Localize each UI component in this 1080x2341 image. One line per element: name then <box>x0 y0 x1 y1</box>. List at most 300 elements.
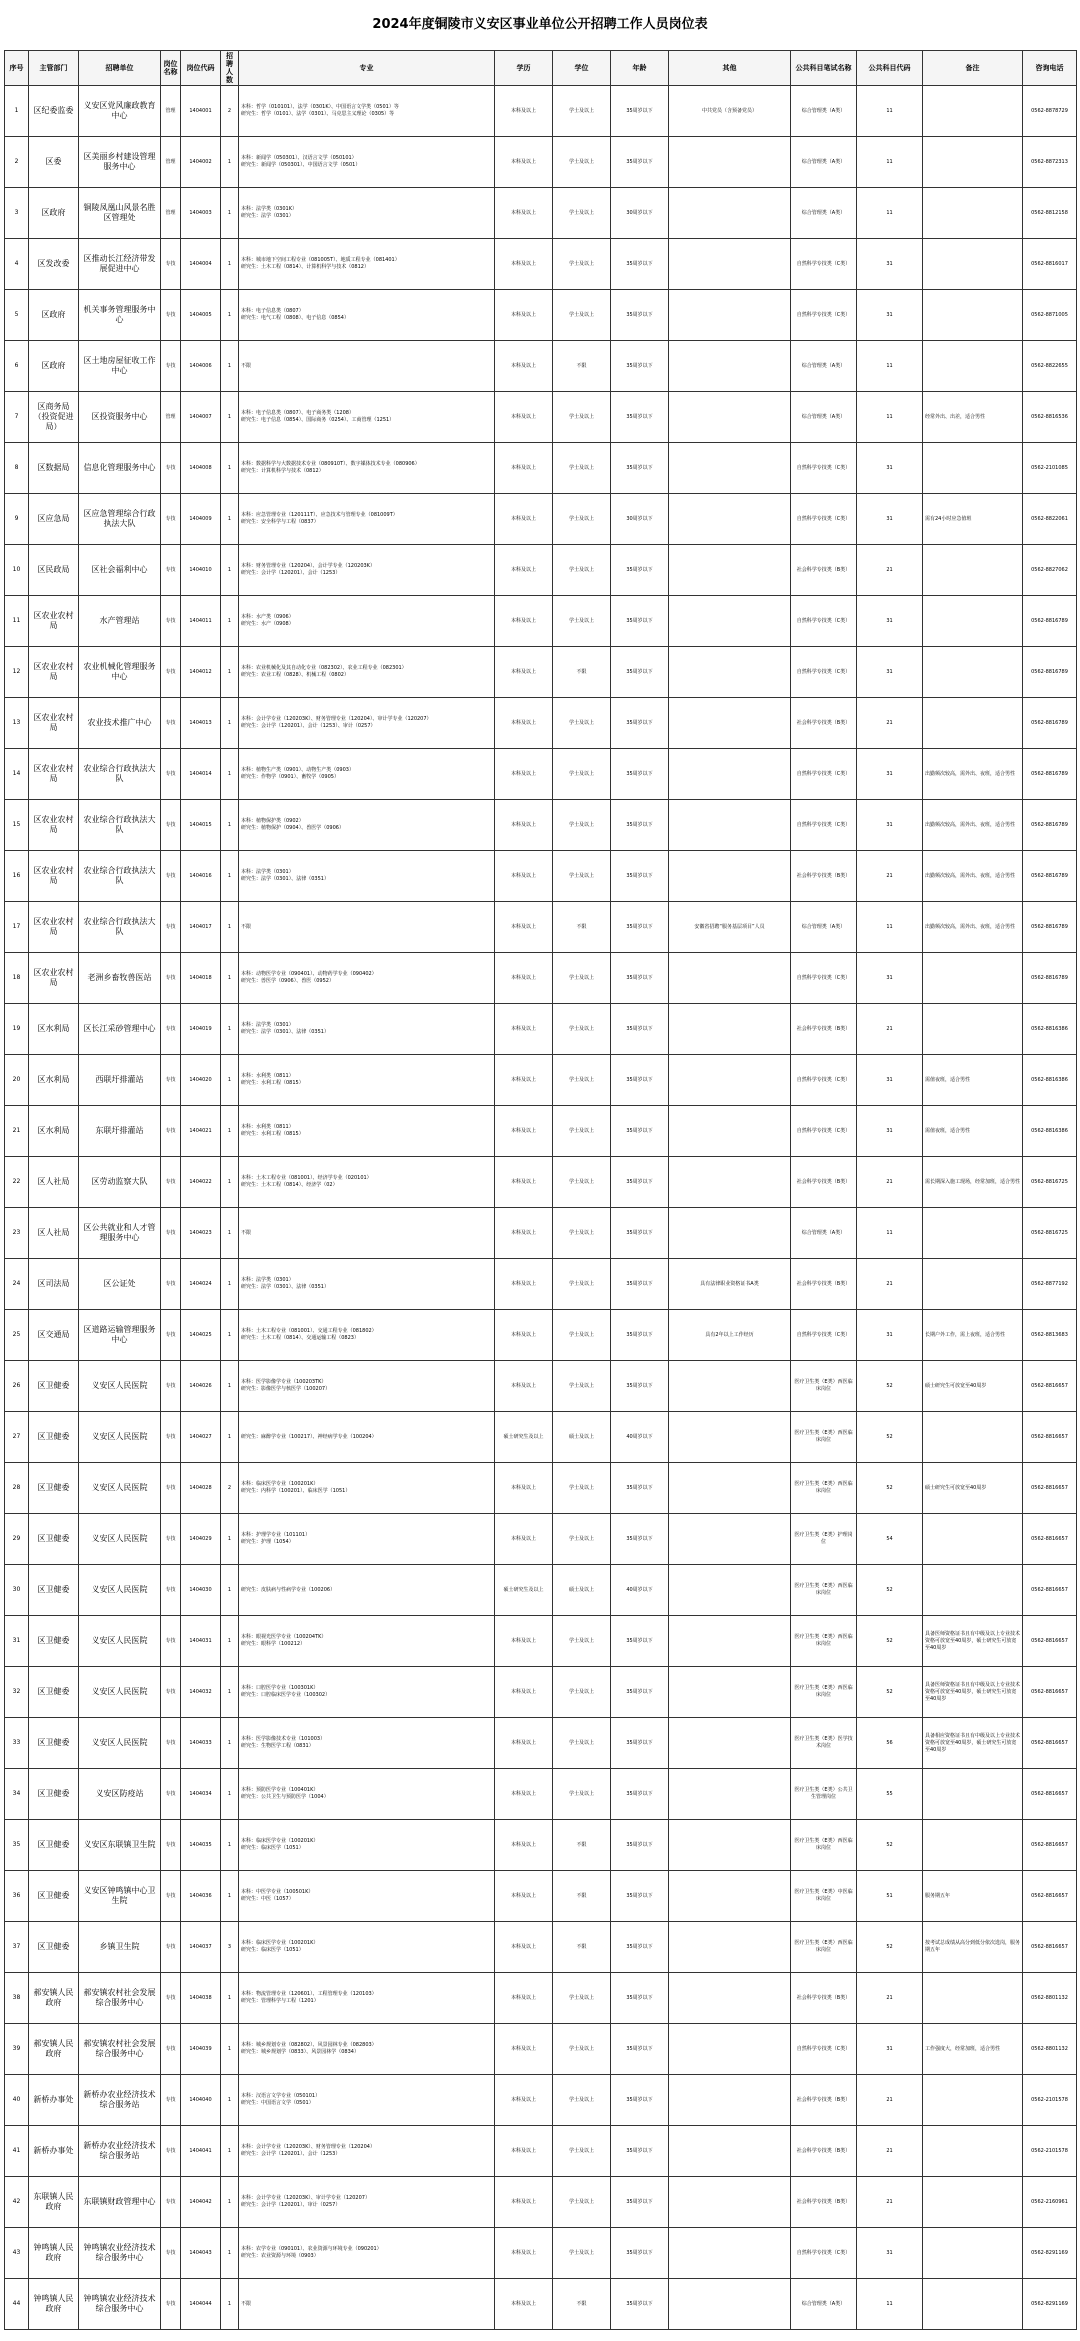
department-cell: 郝安镇人民政府 <box>29 2024 79 2075</box>
table-row <box>5 698 1077 749</box>
row-number: 10 <box>5 545 29 596</box>
position-code-cell: 1404016 <box>181 851 221 902</box>
major-cell: 本科：汉语言文学专业（050101） 研究生：中国语言文学（0501） <box>239 2075 495 2126</box>
position-type-cell: 专技 <box>161 800 181 851</box>
headcount-cell: 1 <box>221 749 239 800</box>
degree-cell: 学士及以上 <box>553 1208 611 1259</box>
remarks-cell <box>923 1769 1023 1820</box>
major-cell: 本科：水产类（0906） 研究生：水产（0908） <box>239 596 495 647</box>
remarks-cell: 硕士研究生可放宽至40周岁 <box>923 1463 1023 1514</box>
row-number: 43 <box>5 2228 29 2279</box>
position-code-cell: 1404001 <box>181 86 221 137</box>
table-row <box>5 1667 1077 1718</box>
phone-cell: 0562-8871005 <box>1023 290 1077 341</box>
education-cell: 本科及以上 <box>495 1055 553 1106</box>
major-cell: 本科：动物医学专业（090401）、动物药学专业（090402） 研究生：兽医学（0906）、兽医（0952） <box>239 953 495 1004</box>
age-cell: 30周岁以下 <box>611 494 669 545</box>
education-cell: 本科及以上 <box>495 698 553 749</box>
other-requirements-cell <box>669 1361 791 1412</box>
exam-subject-cell: 医疗卫生类（E类）西医临床岗位 <box>791 1565 857 1616</box>
exam-subject-cell: 社会科学专技类（B类） <box>791 1973 857 2024</box>
degree-cell: 学士及以上 <box>553 1769 611 1820</box>
column-header: 咨询电话 <box>1023 51 1077 86</box>
phone-cell: 0562-8816657 <box>1023 1922 1077 1973</box>
phone-cell: 0562-2101085 <box>1023 443 1077 494</box>
phone-cell: 0562-8816657 <box>1023 1718 1077 1769</box>
position-code-cell: 1404020 <box>181 1055 221 1106</box>
other-requirements-cell <box>669 749 791 800</box>
education-cell: 本科及以上 <box>495 749 553 800</box>
position-type-cell: 专技 <box>161 2177 181 2228</box>
other-requirements-cell <box>669 392 791 443</box>
other-requirements-cell <box>669 341 791 392</box>
major-cell: 本科：临床医学专业（100201K） 研究生：临床医学（1051） <box>239 1922 495 1973</box>
unit-cell: 信息化管理服务中心 <box>79 443 161 494</box>
age-cell: 35周岁以下 <box>611 953 669 1004</box>
headcount-cell: 1 <box>221 953 239 1004</box>
phone-cell: 0562-8816657 <box>1023 1361 1077 1412</box>
major-cell: 本科：土木工程专业（081001）、交通工程专业（081802） 研究生：土木工程（0814）、交通运输工程（0823） <box>239 1310 495 1361</box>
headcount-cell: 1 <box>221 545 239 596</box>
age-cell: 35周岁以下 <box>611 647 669 698</box>
headcount-cell: 1 <box>221 443 239 494</box>
phone-cell: 0562-8816789 <box>1023 749 1077 800</box>
position-code-cell: 1404006 <box>181 341 221 392</box>
position-code-cell: 1404018 <box>181 953 221 1004</box>
phone-cell: 0562-8816657 <box>1023 1565 1077 1616</box>
age-cell: 35周岁以下 <box>611 1157 669 1208</box>
exam-subject-cell: 社会科学专技类（B类） <box>791 2177 857 2228</box>
row-number: 12 <box>5 647 29 698</box>
phone-cell: 0562-8816657 <box>1023 1463 1077 1514</box>
remarks-cell <box>923 2228 1023 2279</box>
major-cell: 本科：临床医学专业（100201K） 研究生：内科学（100201）、临床医学（1051） <box>239 1463 495 1514</box>
exam-code-cell: 31 <box>857 443 923 494</box>
education-cell: 本科及以上 <box>495 1259 553 1310</box>
major-cell: 本科：财务管理专业（120204）、会计学专业（120203K） 研究生：会计学（120201）、会计（1253） <box>239 545 495 596</box>
headcount-cell: 1 <box>221 1667 239 1718</box>
row-number: 38 <box>5 1973 29 2024</box>
phone-cell: 0562-8816725 <box>1023 1157 1077 1208</box>
major-cell: 本科：法学类（0301） 研究生：法学（0301）、法律（0351） <box>239 1004 495 1055</box>
unit-cell: 义安区人民医院 <box>79 1565 161 1616</box>
row-number: 18 <box>5 953 29 1004</box>
department-cell: 区司法局 <box>29 1259 79 1310</box>
education-cell: 本科及以上 <box>495 2075 553 2126</box>
exam-code-cell: 52 <box>857 1820 923 1871</box>
column-header: 招聘单位 <box>79 51 161 86</box>
exam-code-cell: 31 <box>857 1055 923 1106</box>
major-cell: 本科：会计学专业（120203K）、财务管理专业（120204）、审计学专业（120207） 研究生：会计学（120201）、会计（1253）、审计（0257） <box>239 698 495 749</box>
unit-cell: 区公共就业和人才管理服务中心 <box>79 1208 161 1259</box>
position-code-cell: 1404007 <box>181 392 221 443</box>
education-cell: 本科及以上 <box>495 1514 553 1565</box>
unit-cell: 乡镇卫生院 <box>79 1922 161 1973</box>
department-cell: 区水利局 <box>29 1055 79 1106</box>
position-code-cell: 1404025 <box>181 1310 221 1361</box>
other-requirements-cell <box>669 239 791 290</box>
table-row <box>5 1412 1077 1463</box>
department-cell: 区交通局 <box>29 1310 79 1361</box>
position-code-cell: 1404021 <box>181 1106 221 1157</box>
row-number: 23 <box>5 1208 29 1259</box>
department-cell: 新桥办事处 <box>29 2075 79 2126</box>
row-number: 35 <box>5 1820 29 1871</box>
major-cell: 研究生：麻醉学专业（100217）、神经病学专业（100204） <box>239 1412 495 1463</box>
department-cell: 区卫健委 <box>29 1361 79 1412</box>
other-requirements-cell <box>669 137 791 188</box>
unit-cell: 新桥办农业经济技术综合服务站 <box>79 2075 161 2126</box>
position-code-cell: 1404019 <box>181 1004 221 1055</box>
exam-subject-cell: 医疗卫生类（E类）西医临床岗位 <box>791 1922 857 1973</box>
degree-cell: 学士及以上 <box>553 851 611 902</box>
other-requirements-cell <box>669 1922 791 1973</box>
degree-cell: 学士及以上 <box>553 1106 611 1157</box>
exam-subject-cell: 自然科学专技类（C类） <box>791 2024 857 2075</box>
department-cell: 区民政局 <box>29 545 79 596</box>
table-row <box>5 494 1077 545</box>
department-cell: 区卫健委 <box>29 1463 79 1514</box>
education-cell: 本科及以上 <box>495 1616 553 1667</box>
position-type-cell: 专技 <box>161 494 181 545</box>
phone-cell: 0562-8816657 <box>1023 1667 1077 1718</box>
row-number: 13 <box>5 698 29 749</box>
exam-subject-cell: 综合管理类（A类） <box>791 341 857 392</box>
headcount-cell: 1 <box>221 1208 239 1259</box>
other-requirements-cell <box>669 800 791 851</box>
position-type-cell: 专技 <box>161 1310 181 1361</box>
department-cell: 区农业农村局 <box>29 902 79 953</box>
degree-cell: 学士及以上 <box>553 1004 611 1055</box>
age-cell: 35周岁以下 <box>611 851 669 902</box>
exam-subject-cell: 医疗卫生类（E类）西医临床岗位 <box>791 1667 857 1718</box>
table-row <box>5 2075 1077 2126</box>
headcount-cell: 1 <box>221 2024 239 2075</box>
column-header: 序号 <box>5 51 29 86</box>
major-cell: 不限 <box>239 341 495 392</box>
major-cell: 本科：医学影像技术专业（101003） 研究生：生物医学工程（0831） <box>239 1718 495 1769</box>
table-body <box>5 86 1077 2330</box>
department-cell: 区水利局 <box>29 1106 79 1157</box>
remarks-cell <box>923 188 1023 239</box>
degree-cell: 学士及以上 <box>553 137 611 188</box>
remarks-cell <box>923 1259 1023 1310</box>
age-cell: 35周岁以下 <box>611 1820 669 1871</box>
remarks-cell: 出勤频次较高，需外出、夜班，适合男性 <box>923 800 1023 851</box>
headcount-cell: 1 <box>221 1412 239 1463</box>
department-cell: 区人社局 <box>29 1208 79 1259</box>
exam-code-cell: 21 <box>857 698 923 749</box>
column-header: 岗位代码 <box>181 51 221 86</box>
exam-code-cell: 21 <box>857 1259 923 1310</box>
major-cell: 本科：会计学专业（120203K）、审计学专业（120207） 研究生：会计学（120201）、审计（0257） <box>239 2177 495 2228</box>
department-cell: 钟鸣镇人民政府 <box>29 2228 79 2279</box>
unit-cell: 义安区人民医院 <box>79 1463 161 1514</box>
unit-cell: 义安区防疫站 <box>79 1769 161 1820</box>
remarks-cell: 按考试总成绩从高分到低分依次选岗，服务期五年 <box>923 1922 1023 1973</box>
other-requirements-cell <box>669 953 791 1004</box>
position-type-cell: 专技 <box>161 239 181 290</box>
department-cell: 区数据局 <box>29 443 79 494</box>
phone-cell: 0562-8877192 <box>1023 1259 1077 1310</box>
headcount-cell: 1 <box>221 1514 239 1565</box>
remarks-cell <box>923 2126 1023 2177</box>
degree-cell: 学士及以上 <box>553 2126 611 2177</box>
row-number: 29 <box>5 1514 29 1565</box>
position-type-cell: 管理 <box>161 137 181 188</box>
exam-subject-cell: 医疗卫生类（E类）中医临床岗位 <box>791 1871 857 1922</box>
position-code-cell: 1404038 <box>181 1973 221 2024</box>
headcount-cell: 1 <box>221 2279 239 2330</box>
phone-cell: 0562-8801132 <box>1023 1973 1077 2024</box>
exam-subject-cell: 自然科学专技类（C类） <box>791 1310 857 1361</box>
position-code-cell: 1404010 <box>181 545 221 596</box>
table-row <box>5 1565 1077 1616</box>
remarks-cell: 具备相应资格证书且有中级及以上专业技术资格可放宽至40周岁，硕士研究生可放宽至40周岁 <box>923 1718 1023 1769</box>
education-cell: 本科及以上 <box>495 2177 553 2228</box>
other-requirements-cell <box>669 2279 791 2330</box>
degree-cell: 学士及以上 <box>553 494 611 545</box>
position-type-cell: 专技 <box>161 1463 181 1514</box>
column-header: 公共科目笔试名称 <box>791 51 857 86</box>
position-type-cell: 专技 <box>161 2024 181 2075</box>
row-number: 21 <box>5 1106 29 1157</box>
remarks-cell: 硕士研究生可放宽至40周岁 <box>923 1361 1023 1412</box>
age-cell: 35周岁以下 <box>611 1310 669 1361</box>
exam-subject-cell: 自然科学专技类（C类） <box>791 239 857 290</box>
phone-cell: 0562-8801132 <box>1023 2024 1077 2075</box>
exam-subject-cell: 社会科学专技类（B类） <box>791 1157 857 1208</box>
age-cell: 40周岁以下 <box>611 1565 669 1616</box>
other-requirements-cell <box>669 1004 791 1055</box>
department-cell: 区委 <box>29 137 79 188</box>
department-cell: 区商务局（投资促进局） <box>29 392 79 443</box>
education-cell: 本科及以上 <box>495 1973 553 2024</box>
education-cell: 本科及以上 <box>495 2228 553 2279</box>
position-code-cell: 1404040 <box>181 2075 221 2126</box>
position-type-cell: 专技 <box>161 1616 181 1667</box>
exam-code-cell: 11 <box>857 902 923 953</box>
table-row <box>5 341 1077 392</box>
education-cell: 本科及以上 <box>495 902 553 953</box>
degree-cell: 学士及以上 <box>553 953 611 1004</box>
headcount-cell: 1 <box>221 1973 239 2024</box>
remarks-cell <box>923 2177 1023 2228</box>
other-requirements-cell <box>669 1973 791 2024</box>
headcount-cell: 1 <box>221 1820 239 1871</box>
degree-cell: 学士及以上 <box>553 1973 611 2024</box>
exam-code-cell: 31 <box>857 1106 923 1157</box>
unit-cell: 农业综合行政执法大队 <box>79 749 161 800</box>
phone-cell: 0562-8878729 <box>1023 86 1077 137</box>
headcount-cell: 2 <box>221 86 239 137</box>
other-requirements-cell: 具有法律职业资格证书A类 <box>669 1259 791 1310</box>
table-row <box>5 1514 1077 1565</box>
position-type-cell: 管理 <box>161 86 181 137</box>
unit-cell: 区长江采砂管理中心 <box>79 1004 161 1055</box>
column-header: 年龄 <box>611 51 669 86</box>
row-number: 24 <box>5 1259 29 1310</box>
remarks-cell <box>923 2279 1023 2330</box>
exam-subject-cell: 自然科学专技类（C类） <box>791 1106 857 1157</box>
exam-subject-cell: 医疗卫生类（E类）西医临床岗位 <box>791 1820 857 1871</box>
degree-cell: 学士及以上 <box>553 188 611 239</box>
row-number: 28 <box>5 1463 29 1514</box>
phone-cell: 0562-8812158 <box>1023 188 1077 239</box>
row-number: 19 <box>5 1004 29 1055</box>
position-type-cell: 专技 <box>161 1973 181 2024</box>
exam-subject-cell: 综合管理类（A类） <box>791 392 857 443</box>
unit-cell: 西联圩排灌站 <box>79 1055 161 1106</box>
education-cell: 本科及以上 <box>495 1157 553 1208</box>
phone-cell: 0562-8816789 <box>1023 902 1077 953</box>
position-code-cell: 1404037 <box>181 1922 221 1973</box>
position-code-cell: 1404013 <box>181 698 221 749</box>
exam-code-cell: 11 <box>857 137 923 188</box>
degree-cell: 学士及以上 <box>553 1667 611 1718</box>
exam-code-cell: 21 <box>857 1157 923 1208</box>
remarks-cell <box>923 86 1023 137</box>
position-type-cell: 专技 <box>161 545 181 596</box>
exam-code-cell: 31 <box>857 953 923 1004</box>
position-type-cell: 专技 <box>161 1208 181 1259</box>
other-requirements-cell <box>669 1157 791 1208</box>
age-cell: 35周岁以下 <box>611 1055 669 1106</box>
age-cell: 35周岁以下 <box>611 1616 669 1667</box>
phone-cell: 0562-8816657 <box>1023 1616 1077 1667</box>
other-requirements-cell <box>669 545 791 596</box>
education-cell: 本科及以上 <box>495 392 553 443</box>
age-cell: 35周岁以下 <box>611 1004 669 1055</box>
age-cell: 35周岁以下 <box>611 698 669 749</box>
remarks-cell: 需值夜班，适合男性 <box>923 1106 1023 1157</box>
headcount-cell: 1 <box>221 290 239 341</box>
degree-cell: 学士及以上 <box>553 1157 611 1208</box>
age-cell: 35周岁以下 <box>611 2126 669 2177</box>
table-row <box>5 2126 1077 2177</box>
degree-cell: 学士及以上 <box>553 290 611 341</box>
table-row <box>5 1616 1077 1667</box>
table-row <box>5 749 1077 800</box>
exam-subject-cell: 综合管理类（A类） <box>791 1208 857 1259</box>
unit-cell: 区土地房屋征收工作中心 <box>79 341 161 392</box>
degree-cell: 学士及以上 <box>553 1463 611 1514</box>
major-cell: 本科：电子信息类（0807）、电子商务类（1208） 研究生：电子信息（0854）、国际商务（0254）、工商管理（1251） <box>239 392 495 443</box>
exam-code-cell: 51 <box>857 1871 923 1922</box>
column-header: 备注 <box>923 51 1023 86</box>
remarks-cell <box>923 443 1023 494</box>
other-requirements-cell <box>669 1514 791 1565</box>
position-type-cell: 专技 <box>161 1922 181 1973</box>
exam-code-cell: 11 <box>857 86 923 137</box>
other-requirements-cell <box>669 2126 791 2177</box>
age-cell: 35周岁以下 <box>611 800 669 851</box>
degree-cell: 学士及以上 <box>553 1361 611 1412</box>
exam-code-cell: 11 <box>857 188 923 239</box>
degree-cell: 学士及以上 <box>553 596 611 647</box>
position-type-cell: 专技 <box>161 953 181 1004</box>
education-cell: 本科及以上 <box>495 647 553 698</box>
major-cell: 本科：城市地下空间工程专业（081005T）、地质工程专业（081401） 研究生：土木工程（0814）、计算机科学与技术（0812） <box>239 239 495 290</box>
column-header: 专业 <box>239 51 495 86</box>
major-cell: 本科：法学类（0301K） 研究生：法学（0301） <box>239 188 495 239</box>
exam-code-cell: 21 <box>857 1004 923 1055</box>
education-cell: 本科及以上 <box>495 1310 553 1361</box>
position-type-cell: 专技 <box>161 2228 181 2279</box>
age-cell: 35周岁以下 <box>611 749 669 800</box>
age-cell: 40周岁以下 <box>611 1412 669 1463</box>
department-cell: 区农业农村局 <box>29 596 79 647</box>
exam-subject-cell: 综合管理类（A类） <box>791 137 857 188</box>
exam-code-cell: 21 <box>857 1973 923 2024</box>
exam-subject-cell: 自然科学专技类（C类） <box>791 647 857 698</box>
phone-cell: 0562-8816789 <box>1023 647 1077 698</box>
exam-subject-cell: 医疗卫生类（E类）西医临床岗位 <box>791 1361 857 1412</box>
position-code-cell: 1404005 <box>181 290 221 341</box>
position-type-cell: 专技 <box>161 1361 181 1412</box>
age-cell: 35周岁以下 <box>611 1208 669 1259</box>
table-row <box>5 1820 1077 1871</box>
row-number: 32 <box>5 1667 29 1718</box>
major-cell: 本科：会计学专业（120203K）、财务管理专业（120204） 研究生：会计学（120201）、会计（1253） <box>239 2126 495 2177</box>
headcount-cell: 1 <box>221 596 239 647</box>
exam-subject-cell: 医疗卫生类（E类）西医临床岗位 <box>791 1412 857 1463</box>
age-cell: 35周岁以下 <box>611 1718 669 1769</box>
phone-cell: 0562-8816789 <box>1023 698 1077 749</box>
table-row <box>5 2228 1077 2279</box>
major-cell: 本科：口腔医学专业（100301K） 研究生：口腔临床医学专业（100302） <box>239 1667 495 1718</box>
position-code-cell: 1404042 <box>181 2177 221 2228</box>
headcount-cell: 1 <box>221 1004 239 1055</box>
major-cell: 本科：护理学专业（101101） 研究生：护理（1054） <box>239 1514 495 1565</box>
remarks-cell <box>923 647 1023 698</box>
other-requirements-cell <box>669 596 791 647</box>
exam-code-cell: 31 <box>857 2228 923 2279</box>
position-code-cell: 1404029 <box>181 1514 221 1565</box>
position-code-cell: 1404011 <box>181 596 221 647</box>
headcount-cell: 1 <box>221 1871 239 1922</box>
row-number: 22 <box>5 1157 29 1208</box>
row-number: 14 <box>5 749 29 800</box>
unit-cell: 义安区人民医院 <box>79 1514 161 1565</box>
education-cell: 本科及以上 <box>495 1922 553 1973</box>
other-requirements-cell <box>669 494 791 545</box>
exam-subject-cell: 社会科学专技类（B类） <box>791 698 857 749</box>
position-code-cell: 1404024 <box>181 1259 221 1310</box>
department-cell: 新桥办事处 <box>29 2126 79 2177</box>
row-number: 44 <box>5 2279 29 2330</box>
education-cell: 硕士研究生及以上 <box>495 1565 553 1616</box>
exam-code-cell: 31 <box>857 494 923 545</box>
other-requirements-cell <box>669 1412 791 1463</box>
unit-cell: 义安区人民医院 <box>79 1361 161 1412</box>
department-cell: 区卫健委 <box>29 1667 79 1718</box>
position-code-cell: 1404033 <box>181 1718 221 1769</box>
department-cell: 区卫健委 <box>29 1514 79 1565</box>
age-cell: 35周岁以下 <box>611 1259 669 1310</box>
degree-cell: 硕士及以上 <box>553 1565 611 1616</box>
column-header: 招聘人数 <box>221 51 239 86</box>
remarks-cell: 具备医师资格证书且有中级及以上专业技术资格可放宽至40周岁，硕士研究生可放宽至40周岁 <box>923 1616 1023 1667</box>
major-cell: 本科：农学专业（090101）、农业资源与环境专业（090201） 研究生：农业资源与环境（0903） <box>239 2228 495 2279</box>
education-cell: 本科及以上 <box>495 1463 553 1514</box>
age-cell: 35周岁以下 <box>611 2075 669 2126</box>
table-row <box>5 137 1077 188</box>
exam-subject-cell: 社会科学专技类（B类） <box>791 1004 857 1055</box>
education-cell: 本科及以上 <box>495 1769 553 1820</box>
remarks-cell: 长期户外工作，需上夜班，适合男性 <box>923 1310 1023 1361</box>
unit-cell: 农业综合行政执法大队 <box>79 851 161 902</box>
